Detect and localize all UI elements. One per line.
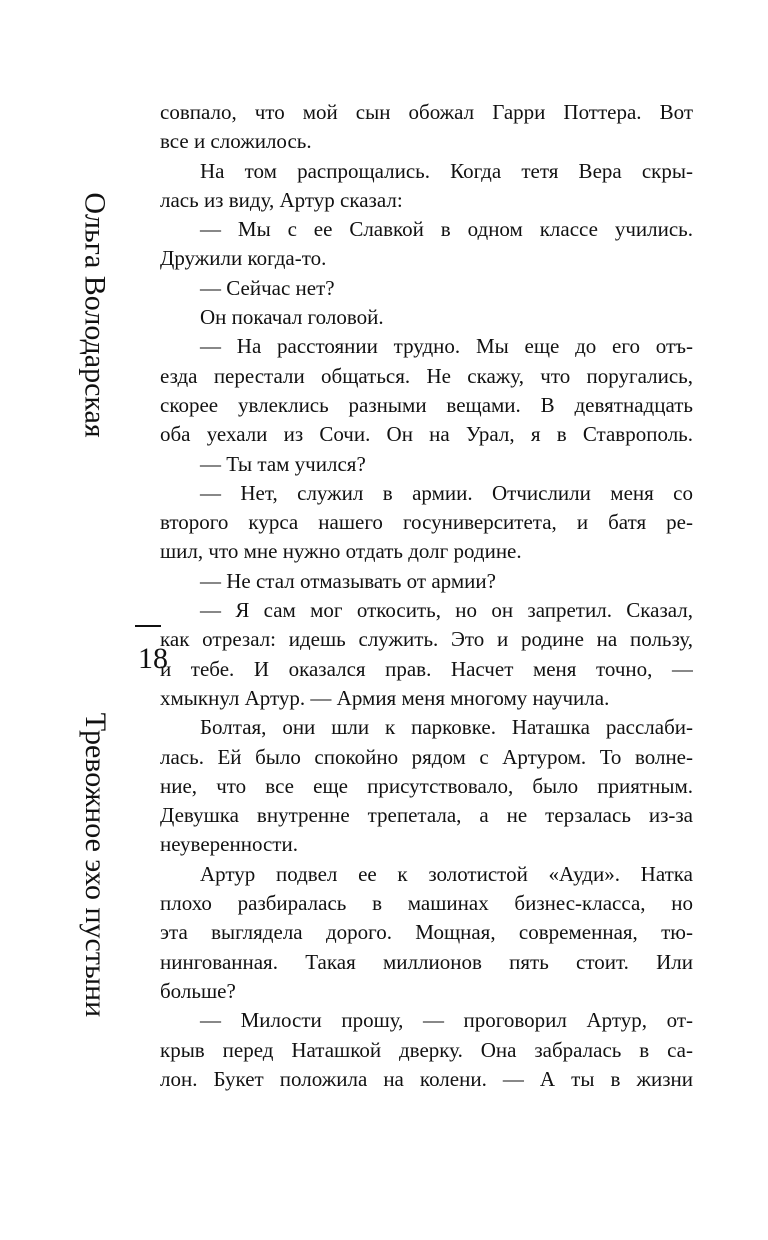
text-line: шил, что мне нужно отдать долг родине. — [160, 539, 522, 564]
text-line: лон. Букет положила на колени. — А ты в жизни — [160, 1066, 693, 1091]
text-line: Он покачал головой. — [200, 305, 384, 330]
text-line: Артур подвел ее к золотистой «Ауди». Натка — [200, 861, 693, 886]
text-line: — Нет, служил в армии. Отчислили меня со — [200, 480, 693, 505]
text-line: — Я сам мог откосить, но он запретил. Сказал, — [200, 598, 693, 623]
text-line: — Не стал отмазывать от армии? — [200, 568, 496, 593]
running-header-sidebar — [55, 170, 168, 1018]
text-line: Девушка внутренне трепетала, а не терзалась из-за — [160, 803, 693, 828]
text-line: Болтая, они шли к парковке. Наташка расслаби- — [200, 715, 693, 740]
author-name: Ольга Володарская — [79, 192, 113, 438]
text-line: оба уехали из Сочи. Он на Урал, я в Ставрополь. — [160, 422, 693, 447]
text-line: второго курса нашего госуниверситета, и батя ре- — [160, 510, 693, 535]
text-line: хмыкнул Артур. — Армия меня многому научила. — [160, 685, 610, 710]
text-line: лась. Ей было спокойно рядом с Артуром. То волне- — [160, 744, 693, 769]
text-line: — Сейчас нет? — [200, 275, 335, 300]
book-title: Тревожное эхо пустыни — [79, 712, 113, 1018]
text-line: все и сложилось. — [160, 129, 312, 154]
text-line: — Ты там учился? — [200, 451, 366, 476]
text-line: езда перестали общаться. Не скажу, что поругались, — [160, 363, 693, 388]
text-line: нингованная. Такая миллионов пять стоит. Или — [160, 949, 693, 974]
page-number: 18 — [138, 642, 168, 675]
text-line: скорее увлеклись разными вещами. В девятнадцать — [160, 392, 693, 417]
sidebar-divider — [135, 625, 161, 627]
text-line: больше? — [160, 978, 236, 1003]
text-line: как отрезал: идешь служить. Это и родине на пользу, — [160, 627, 693, 652]
body-text — [160, 98, 693, 1094]
text-line: ние, что все еще присутствовало, было приятным. — [160, 773, 693, 798]
text-line: неуверенности. — [160, 832, 298, 857]
text-line: Дружили когда-то. — [160, 246, 327, 271]
text-line: — На расстоянии трудно. Мы еще до его отъ- — [200, 334, 693, 359]
author-name-container — [55, 170, 135, 460]
text-line: На том распрощались. Когда тетя Вера скры- — [200, 158, 693, 183]
text-line: — Мы с ее Славкой в одном классе учились. — [200, 217, 693, 242]
text-line: лась из виду, Артур сказал: — [160, 187, 403, 212]
text-line: эта выглядела дорого. Мощная, современная, тю- — [160, 920, 693, 945]
text-line: совпало, что мой сын обожал Гарри Поттера. Вот — [160, 100, 693, 124]
text-line: — Милости прошу, — проговорил Артур, от- — [200, 1008, 693, 1033]
text-line: и тебе. И оказался прав. Насчет меня точно, — — [160, 656, 693, 681]
book-title-container — [55, 710, 135, 1020]
text-line: плохо разбиралась в машинах бизнес-класса, но — [160, 891, 693, 916]
text-line: крыв перед Наташкой дверку. Она забралась в са- — [160, 1037, 693, 1062]
